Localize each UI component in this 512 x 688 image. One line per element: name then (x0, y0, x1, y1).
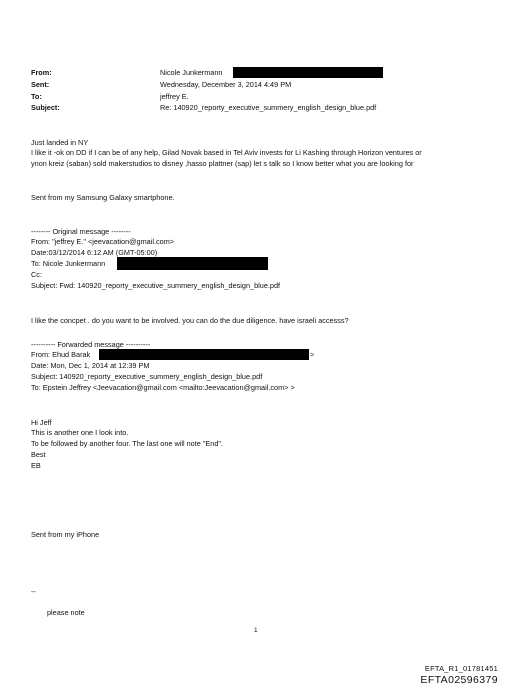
forwarded-from-suffix: > (310, 350, 315, 359)
page-number: 1 (254, 627, 258, 634)
redaction-from-email (233, 67, 383, 78)
forwarded-signature: Sent from my iPhone (31, 530, 100, 539)
subject-label: Subject: (31, 103, 60, 112)
redaction-original-to (117, 257, 268, 270)
forwarded-separator: ---------- Forwarded message ---------- (31, 340, 151, 349)
redaction-forwarded-from (99, 349, 309, 360)
trailer-note: please note (47, 608, 85, 617)
sent-label: Sent: (31, 80, 50, 89)
bates-number-small: EFTA_R1_01781451 (424, 664, 498, 673)
reply-signature: Sent from my Samsung Galaxy smartphone. (31, 193, 175, 202)
original-separator: -------- Original message -------- (31, 227, 131, 236)
forwarded-to: To: Epstein Jeffrey <Jeevacation@gmail.com <mailto:Jeevacation@gmail.com> > (31, 383, 295, 392)
forwarded-closing: Best (31, 450, 46, 459)
original-to: To: Nicole Junkermann (31, 259, 106, 268)
from-value: Nicole Junkermann (160, 68, 223, 77)
original-subject: Subject: Fwd: 140920_reporty_executive_summery_english_design_blue.pdf (31, 281, 281, 290)
forwarded-greeting: Hi Jeff (31, 418, 52, 427)
original-cc: Cc: (31, 270, 42, 279)
reply-line-3: ynon kreiz (saban) sold makerstudios to disney ,hasso plattner (sap) let s talk so I know better what you are looking for (31, 159, 414, 168)
trailer-dashes: -- (31, 587, 36, 596)
original-body: I like the concpet . do you want to be involved. you can do the due diligence. have israeli accesss? (31, 316, 349, 325)
original-date: Date:03/12/2014 6:12 AM (GMT-05:00) (31, 248, 158, 257)
to-label: To: (31, 92, 42, 101)
forwarded-subject: Subject: 140920_reporty_executive_summery_english_design_blue.pdf (31, 372, 263, 381)
reply-line-1: Just landed in NY (31, 138, 89, 147)
original-from: From: "jeffrey E." <jeevacation@gmail.com> (31, 237, 175, 246)
forwarded-body-2: To be followed by another four. The last one will note "End". (31, 439, 224, 448)
subject-value: Re: 140920_reporty_executive_summery_english_design_blue.pdf (160, 103, 377, 112)
reply-line-2: I like it -ok on DD if I can be of any help, Gilad Novak based in Tel Aviv invests for Li Kashing through Horizon ventures or (31, 148, 422, 157)
forwarded-from: From: Ehud Barak (31, 350, 91, 359)
sent-value: Wednesday, December 3, 2014 4:49 PM (160, 80, 292, 89)
bates-number-large: EFTA02596379 (420, 674, 498, 686)
forwarded-body-1: This is another one I look into. (31, 428, 129, 437)
to-value: jeffrey E. (160, 92, 189, 101)
from-label: From: (31, 68, 52, 77)
forwarded-initials: EB (31, 461, 41, 470)
forwarded-date: Date: Mon, Dec 1, 2014 at 12:39 PM (31, 361, 150, 370)
